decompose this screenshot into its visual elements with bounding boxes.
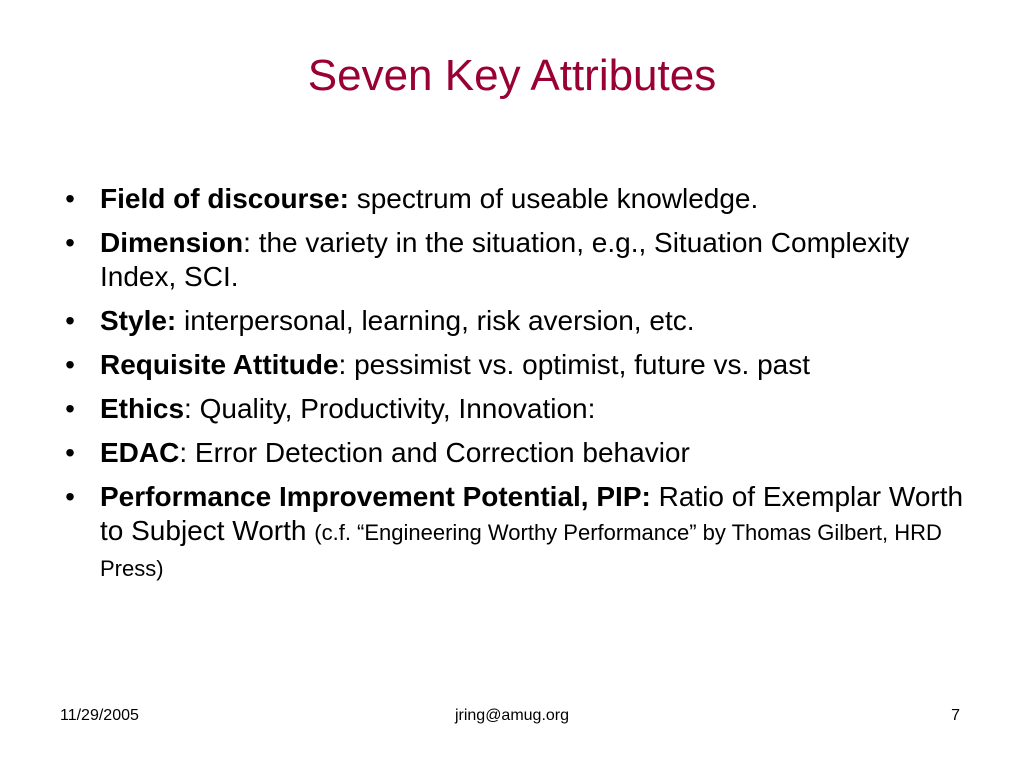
bullet-glyph: • (65, 393, 75, 424)
bullet-term: EDAC (100, 437, 180, 468)
bullet-text: interpersonal, learning, risk aversion, etc. (176, 305, 695, 336)
bullet-text: Ratio of Exemplar Worth to Subject Worth (100, 481, 964, 546)
bullet-item-ethics (60, 392, 980, 426)
bullet-term: Performance Improvement Potential, PIP: (100, 481, 651, 512)
bullet-item-edac (60, 436, 980, 470)
bullet-item-style (60, 304, 980, 338)
bullet-term: Field of discourse: (100, 183, 349, 214)
bullet-glyph: • (65, 437, 75, 468)
footer-date: 11/29/2005 (60, 707, 139, 724)
footer-email: jring@amug.org (454, 707, 570, 724)
bullet-text: : Quality, Productivity, Innovation: (184, 393, 596, 424)
bullet-term: Style: (100, 305, 177, 336)
bullet-text: : Error Detection and Correction behavior (179, 437, 690, 468)
bullet-glyph: • (65, 305, 75, 336)
bullet-text: spectrum of useable knowledge. (348, 183, 759, 214)
bullet-item-pip (60, 480, 980, 586)
bullet-note: (c.f. “Engineering Worthy Performance” by Thomas Gilbert, HRD Press) (100, 520, 942, 581)
bullet-glyph: • (65, 349, 75, 380)
bullet-item-dimension (60, 226, 980, 294)
bullet-text: : the variety in the situation, e.g., Situation Complexity Index, SCI. (100, 227, 910, 292)
bullet-term: Ethics (100, 393, 185, 424)
bullet-glyph: • (65, 183, 75, 214)
bullet-glyph: • (65, 481, 75, 512)
bullet-item-requisite-attitude (60, 348, 980, 382)
footer-page-number: 7 (951, 707, 960, 724)
bullet-term: Requisite Attitude (100, 349, 339, 380)
bullet-item-field-of-discourse (60, 182, 980, 216)
bullet-term: Dimension (100, 227, 244, 258)
bullet-text: : pessimist vs. optimist, future vs. past (338, 349, 811, 380)
bullet-list (60, 182, 980, 596)
slide-title: Seven Key Attributes (307, 51, 717, 100)
bullet-glyph: • (65, 227, 75, 258)
